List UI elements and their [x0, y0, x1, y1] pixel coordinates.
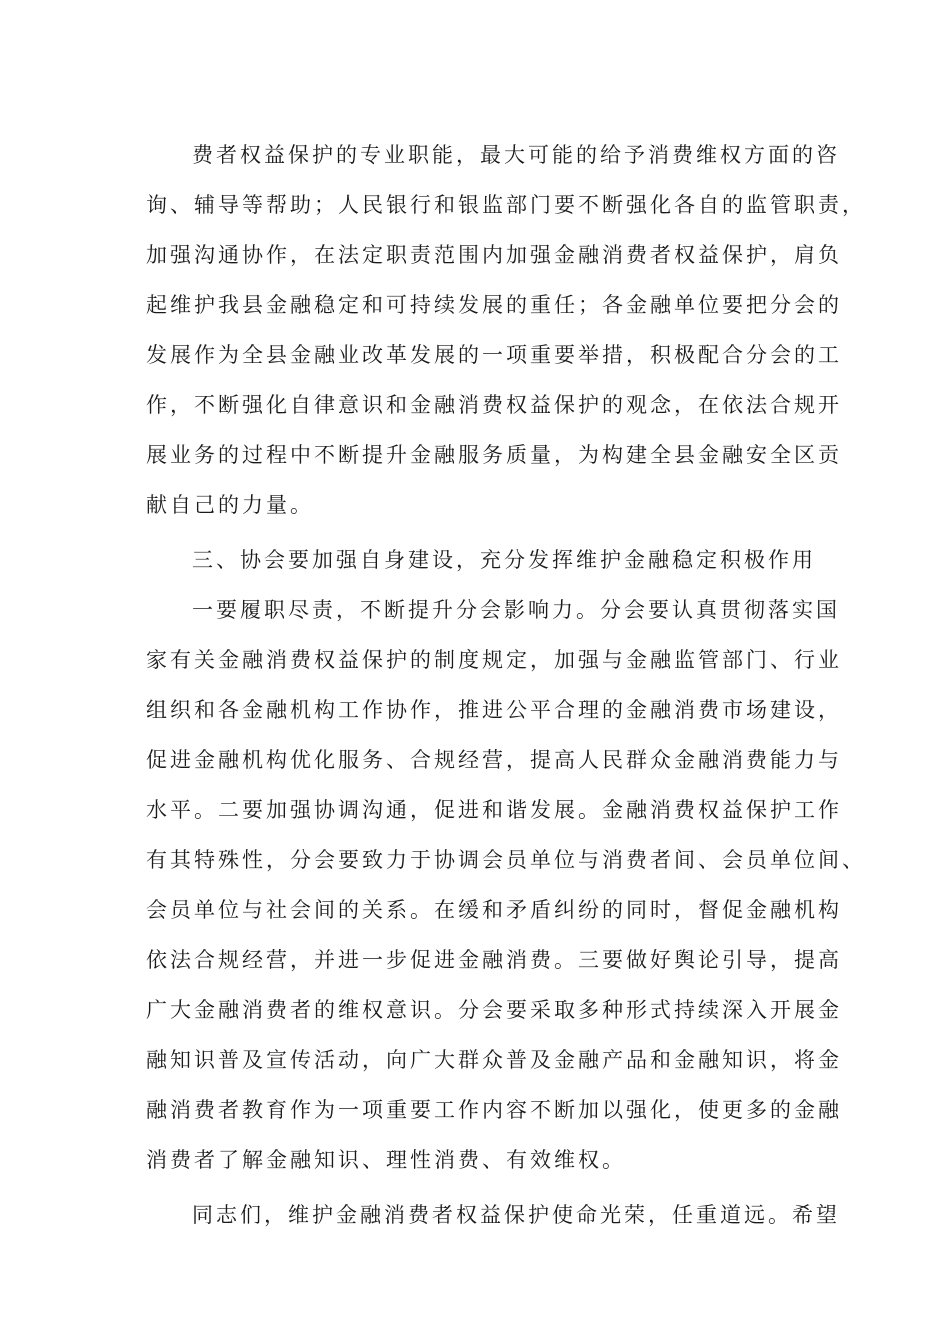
text-line: 有其特殊性，分会要致力于协调会员单位与消费者间、会员单位间、	[146, 848, 866, 872]
text-line: 水平。二要加强协调沟通，促进和谐发展。金融消费权益保护工作	[146, 798, 842, 822]
text-line: 一要履职尽责，不断提升分会影响力。分会要认真贯彻落实国	[192, 598, 840, 622]
text-line: 作，不断强化自律意识和金融消费权益保护的观念，在依法合规开	[146, 393, 842, 417]
text-line: 三、协会要加强自身建设，充分发挥维护金融稳定积极作用	[192, 548, 816, 572]
text-line: 同志们，维护金融消费者权益保护使命光荣，任重道远。希望	[192, 1203, 840, 1227]
text-line: 发展作为全县金融业改革发展的一项重要举措，积极配合分会的工	[146, 343, 842, 367]
text-line: 会员单位与社会间的关系。在缓和矛盾纠纷的同时，督促金融机构	[146, 898, 842, 922]
text-line: 起维护我县金融稳定和可持续发展的重任；各金融单位要把分会的	[146, 293, 842, 317]
text-line: 依法合规经营，并进一步促进金融消费。三要做好舆论引导，提高	[146, 948, 842, 972]
text-line: 询、辅导等帮助；人民银行和银监部门要不断强化各自的监管职责，	[146, 193, 866, 217]
text-line: 展业务的过程中不断提升金融服务质量，为构建全县金融安全区贡	[146, 443, 842, 467]
text-line: 组织和各金融机构工作协作，推进公平合理的金融消费市场建设，	[146, 698, 842, 722]
text-line: 加强沟通协作，在法定职责范围内加强金融消费者权益保护，肩负	[146, 243, 842, 267]
text-line: 消费者了解金融知识、理性消费、有效维权。	[146, 1148, 626, 1172]
text-line: 费者权益保护的专业职能，最大可能的给予消费维权方面的咨	[192, 143, 840, 167]
text-line: 融消费者教育作为一项重要工作内容不断加以强化，使更多的金融	[146, 1098, 842, 1122]
document-body	[146, 130, 866, 1240]
text-line: 融知识普及宣传活动，向广大群众普及金融产品和金融知识，将金	[146, 1048, 842, 1072]
text-line: 广大金融消费者的维权意识。分会要采取多种形式持续深入开展金	[146, 998, 842, 1022]
text-line: 促进金融机构优化服务、合规经营，提高人民群众金融消费能力与	[146, 748, 842, 772]
text-line: 家有关金融消费权益保护的制度规定，加强与金融监管部门、行业	[146, 648, 842, 672]
text-line: 献自己的力量。	[146, 493, 314, 517]
